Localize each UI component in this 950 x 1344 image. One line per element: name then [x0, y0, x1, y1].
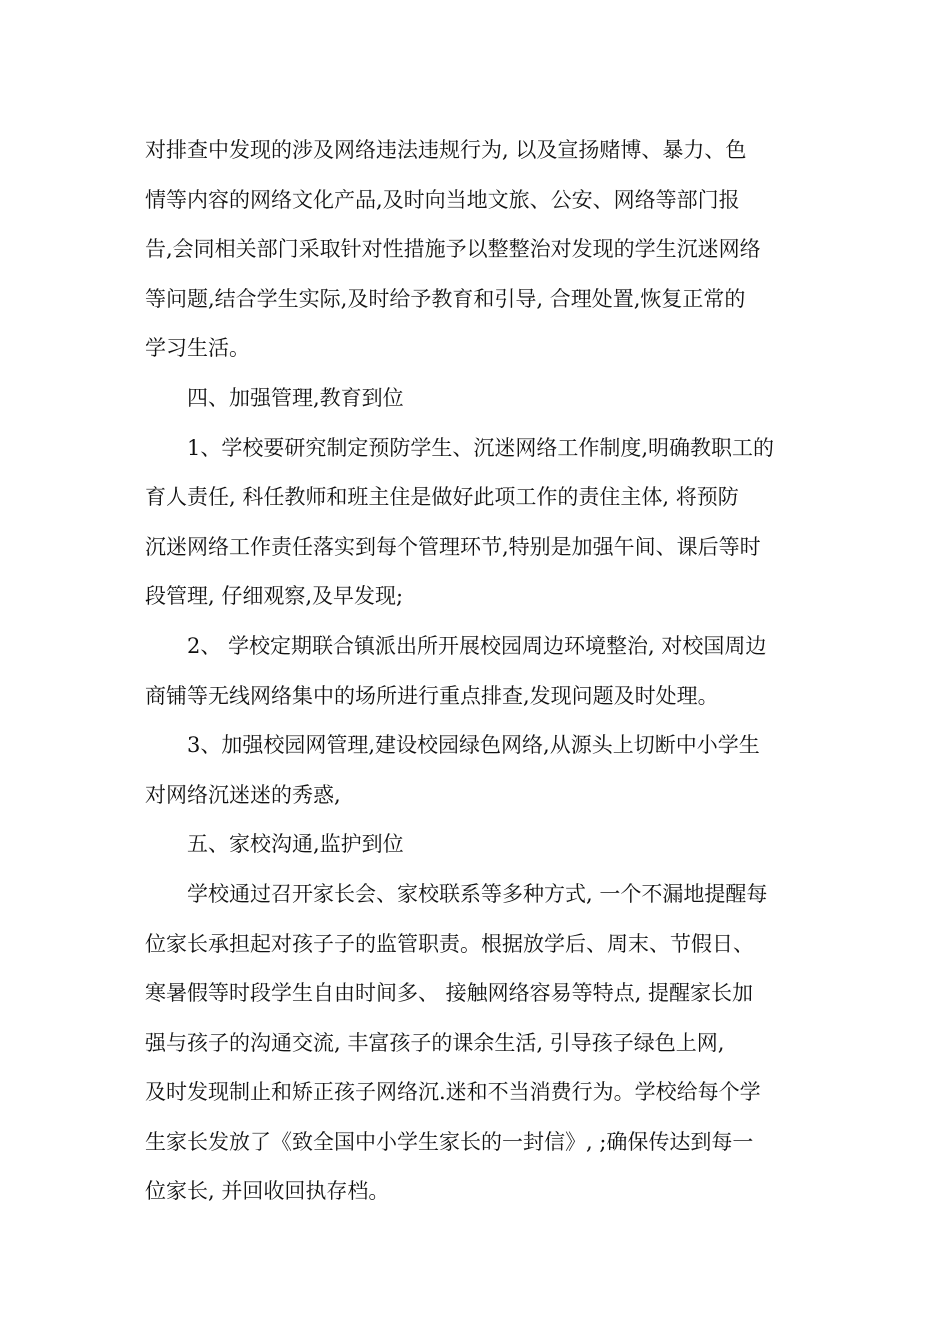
paragraph-line: 对网络沉迷迷的秀惑,	[145, 782, 341, 807]
paragraph-line: 情等内容的网络文化产品,及时向当地文旅、公安、网络等部门报	[145, 187, 740, 212]
paragraph-line: 及时发现制止和矫正孩子网络沉.迷和不当消费行为。学校给每个学	[145, 1080, 761, 1105]
paragraph-line: 育人责任, 科任教师和班主住是做好此项工作的责住主体, 将预防	[145, 485, 739, 510]
paragraph-line: 位家长承担起对孩子子的监管职责。根据放学后、周末、节假日、	[145, 931, 754, 956]
section-heading-4: 四、加强管理,教育到位	[187, 385, 404, 410]
paragraph-line: 3、加强校园网管理,建设校园绿色网络,从源头上切断中小学生	[187, 733, 760, 758]
paragraph-line: 告,会同相关部门采取针对性措施予以整整治对发现的学生沉迷网络	[145, 237, 761, 262]
paragraph-line: 生家长发放了《致全国中小学生家长的一封信》, ;确保传达到每一	[145, 1129, 754, 1154]
paragraph-line: 段管理, 仔细观察,及早发现;	[145, 584, 404, 609]
paragraph-line: 学校通过召开家长会、家校联系等多种方式, 一个不漏地提醒每	[187, 881, 768, 906]
body-text	[145, 126, 810, 1217]
paragraph-line: 对排查中发现的涉及网络违法违规行为, 以及宣扬赌博、暴力、色	[145, 138, 747, 162]
section-heading-5: 五、家校沟通,监护到位	[187, 832, 404, 857]
paragraph-line: 2、 学校定期联合镇派出所开展校园周边环境整治, 对校国周边	[187, 633, 767, 658]
paragraph-line: 等问题,结合学生实际,及时给予教育和引导, 合理处置,恢复正常的	[145, 286, 746, 311]
paragraph-line: 学习生活。	[145, 336, 250, 361]
paragraph-line: 位家长, 并回收回执存档。	[145, 1179, 390, 1204]
paragraph-line: 商铺等无线网络集中的场所进行重点排查,发现问题及时处理。	[145, 683, 719, 708]
paragraph-line: 沉迷网络工作责任落实到每个管理环节,特别是加强午间、课后等时	[145, 534, 761, 559]
paragraph-line: 强与孩子的沟通交流, 丰富孩子的课余生活, 引导孩子绿色上网,	[145, 1030, 725, 1055]
paragraph-line: 1、学校要研究制定预防学生、沉迷网络工作制度,明确教职工的	[187, 435, 775, 460]
paragraph-line: 寒暑假等时段学生自由时间多、 接触网络容易等特点, 提醒家长加	[145, 981, 754, 1006]
